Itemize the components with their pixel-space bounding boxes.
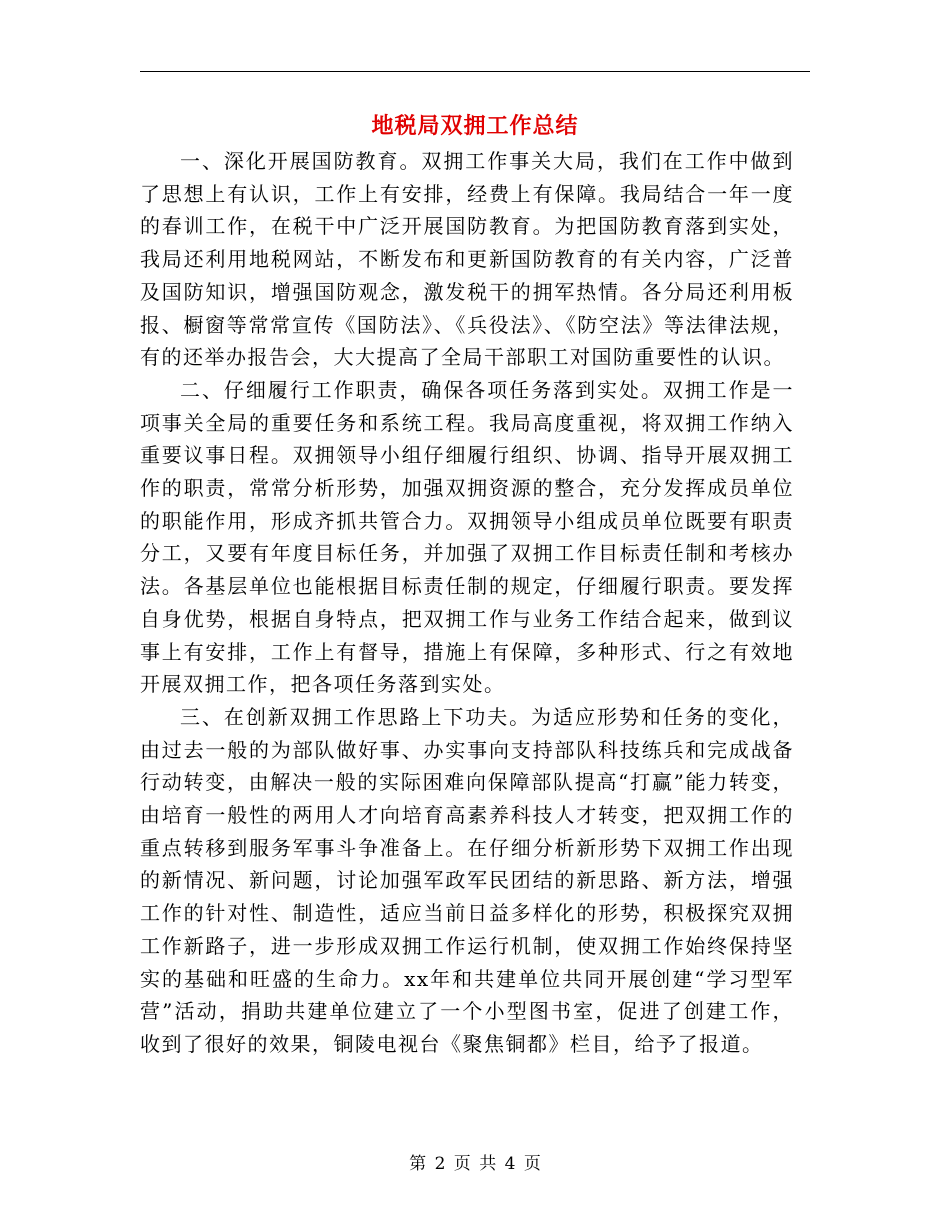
document-title: 地税局双拥工作总结 — [371, 113, 579, 139]
page-number-footer: 第 2 页 共 4 页 — [409, 1154, 541, 1174]
paragraph-2: 二、仔细履行工作职责，确保各项任务落到实处。双拥工作是一项事关全局的重要任务和系统工程。我局高度重视，将双拥工作纳入重要议事日程。双拥领导小组仔细履行组织、协调、指导开展双拥工作的职责，常常分析形势，加强双拥资源的整合，充分发挥成员单位的职能作用，形成齐抓共管合力。双拥领导小组成员单位既要有职责分工，又要有年度目标任务，并加强了双拥工作目标责任制和考核办法。各基层单位也能根据目标责任制的规定，仔细履行职责。要发挥自身优势，根据自身特点，把双拥工作与业务工作结合起来，做到议事上有安排，工作上有督导，措施上有保障，多种形式、行之有效地开展双拥工作，把各项任务落到实处。 — [140, 377, 794, 697]
paragraph-1: 一、深化开展国防教育。双拥工作事关大局，我们在工作中做到了思想上有认识，工作上有安排，经费上有保障。我局结合一年一度的春训工作，在税干中广泛开展国防教育。为把国防教育落到实处，我局还利用地税网站，不断发布和更新国防教育的有关内容，广泛普及国防知识，增强国防观念，激发税干的拥军热情。各分局还利用板报、橱窗等常常宣传《国防法》、《兵役法》、《防空法》等法律法规，有的还举办报告会，大大提高了全局干部职工对国防重要性的认识。 — [140, 149, 794, 370]
document-body — [140, 145, 794, 1061]
header-rule — [140, 71, 810, 72]
paragraph-3: 三、在创新双拥工作思路上下功夫。为适应形势和任务的变化，由过去一般的为部队做好事、办实事向支持部队科技练兵和完成战备行动转变，由解决一般的实际困难向保障部队提高“打赢”能力转变，由培育一般性的两用人才向培育高素养科技人才转变，把双拥工作的重点转移到服务军事斗争准备上。在仔细分析新形势下双拥工作出现的新情况、新问题，讨论加强军政军民团结的新思路、新方法，增强工作的针对性、制造性，适应当前日益多样化的形势，积极探究双拥工作新路子，进一步形成双拥工作运行机制，使双拥工作始终保持坚实的基础和旺盛的生命力。xx年和共建单位共同开展创建“学习型军营”活动，捐助共建单位建立了一个小型图书室，促进了创建工作，收到了很好的效果，铜陵电视台《聚焦铜都》栏目，给予了报道。 — [140, 704, 794, 1056]
